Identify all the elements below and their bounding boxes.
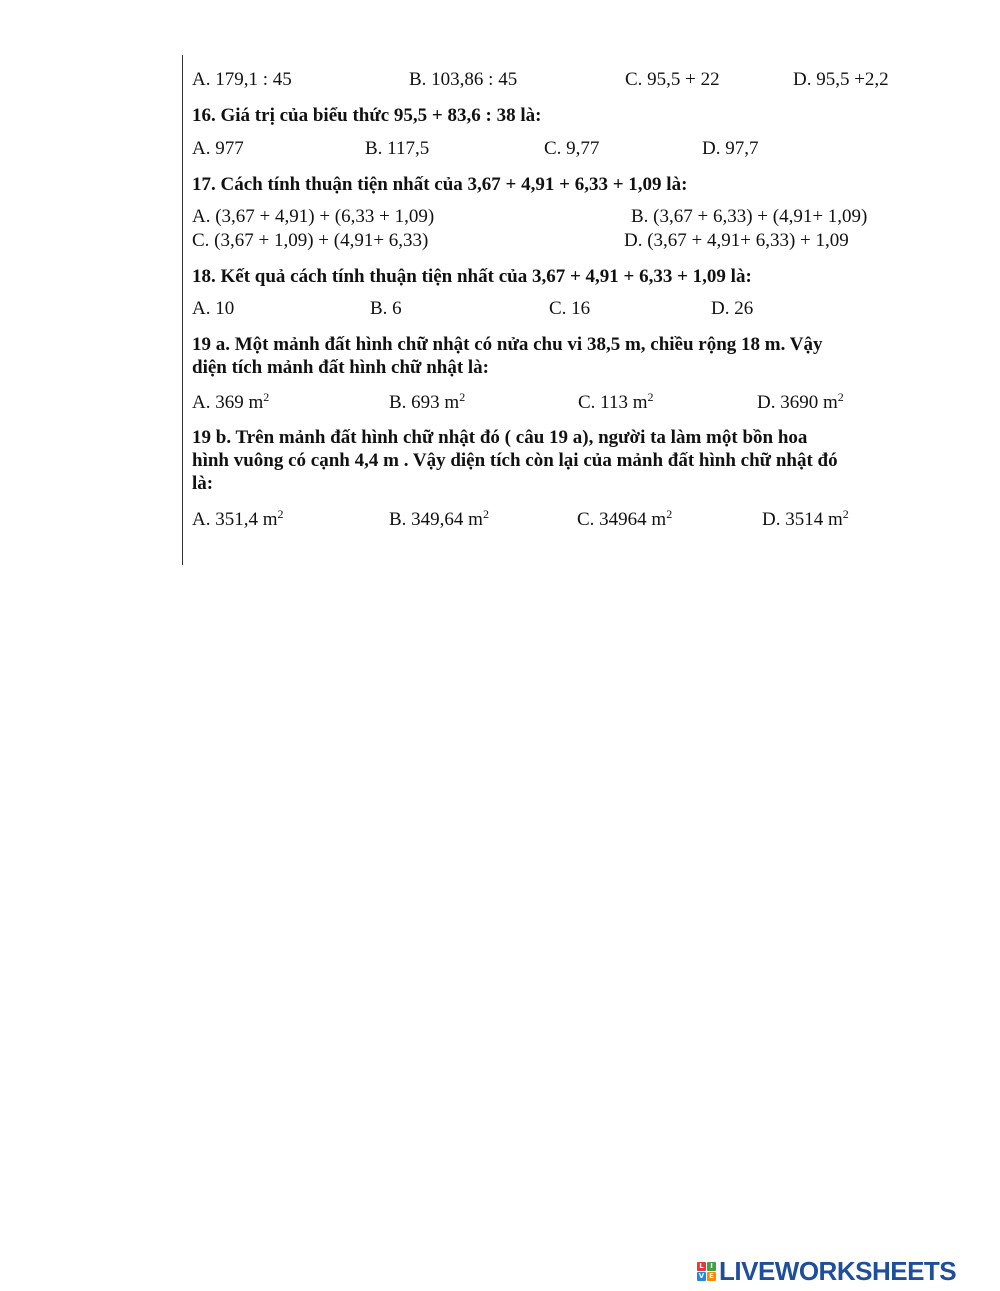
q19a-question-line1: 19 a. Một mảnh đất hình chữ nhật có nửa chu vi 38,5 m, chiều rộng 18 m. Vậy xyxy=(192,334,823,355)
margin-rule xyxy=(182,55,183,565)
q17-option-d[interactable]: D. (3,67 + 4,91+ 6,33) + 1,09 xyxy=(624,230,849,251)
q19b-option-d-text: D. 3514 m xyxy=(762,509,843,530)
logo-letter-v: V xyxy=(698,1271,705,1280)
q19a-question-line2: diện tích mảnh đất hình chữ nhật là: xyxy=(192,357,490,378)
q15-option-a[interactable]: A. 179,1 : 45 xyxy=(192,69,292,90)
q19b-option-c-exp: 2 xyxy=(666,507,673,521)
q18-option-a[interactable]: A. 10 xyxy=(192,298,235,319)
q19a-option-d-text: D. 3690 m xyxy=(757,392,838,413)
q19a-option-a-text: A. 369 m xyxy=(192,392,264,413)
q19b-option-a-text: A. 351,4 m xyxy=(192,509,278,530)
q19b-option-b[interactable] xyxy=(389,509,489,531)
q15-option-b[interactable]: B. 103,86 : 45 xyxy=(409,69,518,90)
q19a-option-d-exp: 2 xyxy=(837,390,844,404)
q17-option-c[interactable]: C. (3,67 + 1,09) + (4,91+ 6,33) xyxy=(192,230,429,251)
q18-option-d[interactable]: D. 26 xyxy=(711,298,754,319)
q19a-option-b[interactable] xyxy=(389,392,465,414)
q19b-option-b-text: B. 349,64 m xyxy=(389,509,483,530)
logo-letter-i: I xyxy=(707,1262,716,1271)
q19b-option-d[interactable] xyxy=(762,509,849,531)
q19b-question-line3: là: xyxy=(192,473,214,494)
q19a-option-b-exp: 2 xyxy=(459,390,466,404)
q15-option-d[interactable]: D. 95,5 +2,2 xyxy=(793,69,889,90)
q18-option-c[interactable]: C. 16 xyxy=(549,298,591,319)
q17-option-a[interactable]: A. (3,67 + 4,91) + (6,33 + 1,09) xyxy=(192,206,435,227)
q19a-question xyxy=(192,333,917,379)
q19b-question-line2: hình vuông có cạnh 4,4 m . Vậy diện tích còn lại của mảnh đất hình chữ nhật đó xyxy=(192,450,838,471)
q19b-question xyxy=(192,426,917,495)
q17-question: 17. Cách tính thuận tiện nhất của 3,67 + 4,91 + 6,33 + 1,09 là: xyxy=(192,174,688,195)
q16-question: 16. Giá trị của biểu thức 95,5 + 83,6 : 38 là: xyxy=(192,105,542,126)
q16-option-a[interactable]: A. 977 xyxy=(192,138,244,159)
q16-option-d[interactable]: D. 97,7 xyxy=(702,138,759,159)
q19b-option-a[interactable] xyxy=(192,509,284,531)
q19a-option-c-exp: 2 xyxy=(647,390,654,404)
q16-option-c[interactable]: C. 9,77 xyxy=(544,138,600,159)
q19a-option-a[interactable] xyxy=(192,392,269,414)
q19b-option-c[interactable] xyxy=(577,509,672,531)
q19a-option-c-text: C. 113 m xyxy=(578,392,648,413)
liveworksheets-logo[interactable] xyxy=(697,1254,956,1288)
liveworksheets-wordmark: LIVEWORKSHEETS xyxy=(719,1255,957,1286)
q19b-option-c-text: C. 34964 m xyxy=(577,509,667,530)
logo-letter-e: E xyxy=(707,1272,716,1281)
q19b-question-line1: 19 b. Trên mảnh đất hình chữ nhật đó ( câu 19 a), người ta làm một bồn hoa xyxy=(192,427,808,448)
q19a-option-c[interactable] xyxy=(578,392,654,414)
q19b-option-a-exp: 2 xyxy=(277,507,284,521)
q19b-option-b-exp: 2 xyxy=(482,507,489,521)
q19a-option-b-text: B. 693 m xyxy=(389,392,460,413)
q19a-option-a-exp: 2 xyxy=(263,390,270,404)
q17-option-b[interactable]: B. (3,67 + 6,33) + (4,91+ 1,09) xyxy=(631,206,868,227)
q16-option-b[interactable]: B. 117,5 xyxy=(365,138,430,159)
q18-option-b[interactable]: B. 6 xyxy=(370,298,402,319)
liveworksheets-icon xyxy=(697,1262,716,1281)
logo-letter-l: L xyxy=(697,1262,706,1271)
q19a-option-d[interactable] xyxy=(757,392,844,414)
q18-question: 18. Kết quả cách tính thuận tiện nhất của 3,67 + 4,91 + 6,33 + 1,09 là: xyxy=(192,266,752,287)
q15-option-c[interactable]: C. 95,5 + 22 xyxy=(625,69,720,90)
q19b-option-d-exp: 2 xyxy=(842,507,849,521)
